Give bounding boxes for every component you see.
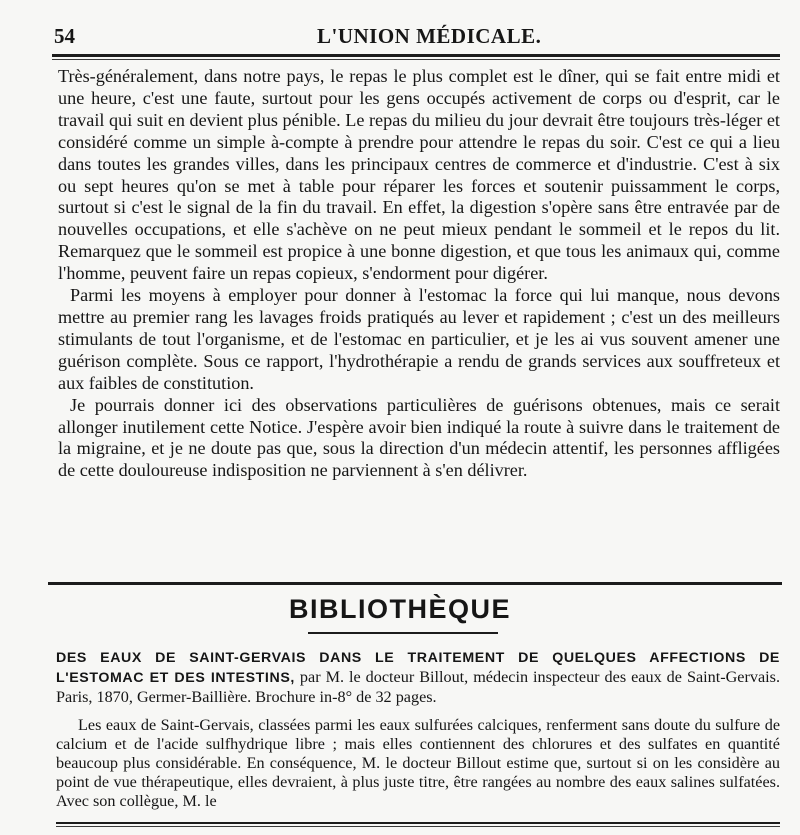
heading-underline <box>308 632 498 634</box>
header-rule <box>52 54 780 57</box>
footer-rule-thin <box>56 826 780 827</box>
header-rule-thin <box>52 59 780 60</box>
book-review <box>56 648 780 812</box>
article-paragraph: Très-généralement, dans notre pays, le repas le plus complet est le dîner, qui se fait entre midi et une heure, c'est une faute, surtout pour les gens occupés activement de corps ou d'esprit, car le travail qui suit en devient plus pénible. Le repas du milieu du jour devrait être toujours très-léger et considéré comme un simple à-compte à prendre pour attendre le repas du soir. C'est ce qui a lieu dans toutes les grandes villes, dans les principaux centres de commerce et d'industrie. C'est à six ou sept heures qu'on se met à table pour réparer les forces et soutenir puissamment le corps, surtout si c'est le signal de la fin du travail. En effet, la digestion s'opère sans être entravée par de nouvelles occupations, et elle s'achève on ne peut mieux pendant le sommeil et le repos du lit. Remarquez que le sommeil est propice à une bonne digestion, et que tous les animaux qui, comme l'homme, peuvent faire un repas copieux, s'endorment pour digérer. <box>58 66 780 284</box>
section-divider <box>48 582 782 585</box>
article-text <box>58 66 780 482</box>
article-paragraph: Je pourrais donner ici des observations particulières de guérisons obtenues, mais ce serait allonger inutilement cette Notice. J'espère avoir bien indiqué la route à suivre dans le traitement de la migraine, et je ne doute pas que, sous la direction d'un médecin attentif, les personnes affligées de cette douloureuse indisposition ne parviennent à s'en délivrer. <box>58 394 780 481</box>
review-body: Les eaux de Saint-Gervais, classées parmi les eaux sulfurées calciques, renferment sans doute du sulfure de calcium et de l'acide sulfhydrique libre ; mais elles contiennent des chlorures et des sulfates en quantité beaucoup plus considérable. En conséquence, M. le docteur Billout estime que, surtout si on les considère au point de vue thérapeutique, elles devraient, à plus juste titre, être rangées au nombre des eaux salines sulfatées. Avec son collègue, M. le <box>56 715 780 811</box>
review-title: DES EAUX DE SAINT-GERVAIS DANS LE TRAITEMENT DE QUELQUES AFFECTIONS DE L'ESTOMAC ET DES INTESTINS, <box>56 650 780 687</box>
page-number: 54 <box>54 24 75 48</box>
journal-title: L'UNION MÉDICALE. <box>317 24 542 48</box>
review-reference <box>56 648 780 708</box>
review-citation: par M. le docteur Billout, médecin inspecteur des eaux de Saint-Gervais. Paris, 1870, Germer-Baillière. Brochure in-8° de 32 pages. <box>56 668 780 707</box>
page-header <box>52 22 780 50</box>
article-paragraph: Parmi les moyens à employer pour donner à l'estomac la force qui lui manque, nous devons mettre au premier rang les lavages froids pratiqués au lever et rapidement ; c'est un des meilleurs stimulants de tout l'organisme, et de l'estomac en particulier, et je les ai vus souvent amener une guérison complète. Sous ce rapport, l'hydrothérapie a rendu de grands services aux souffreteux et aux faibles de constitution. <box>58 285 780 393</box>
footer-rule <box>56 822 780 824</box>
section-heading: BIBLIOTHÈQUE <box>288 594 511 624</box>
